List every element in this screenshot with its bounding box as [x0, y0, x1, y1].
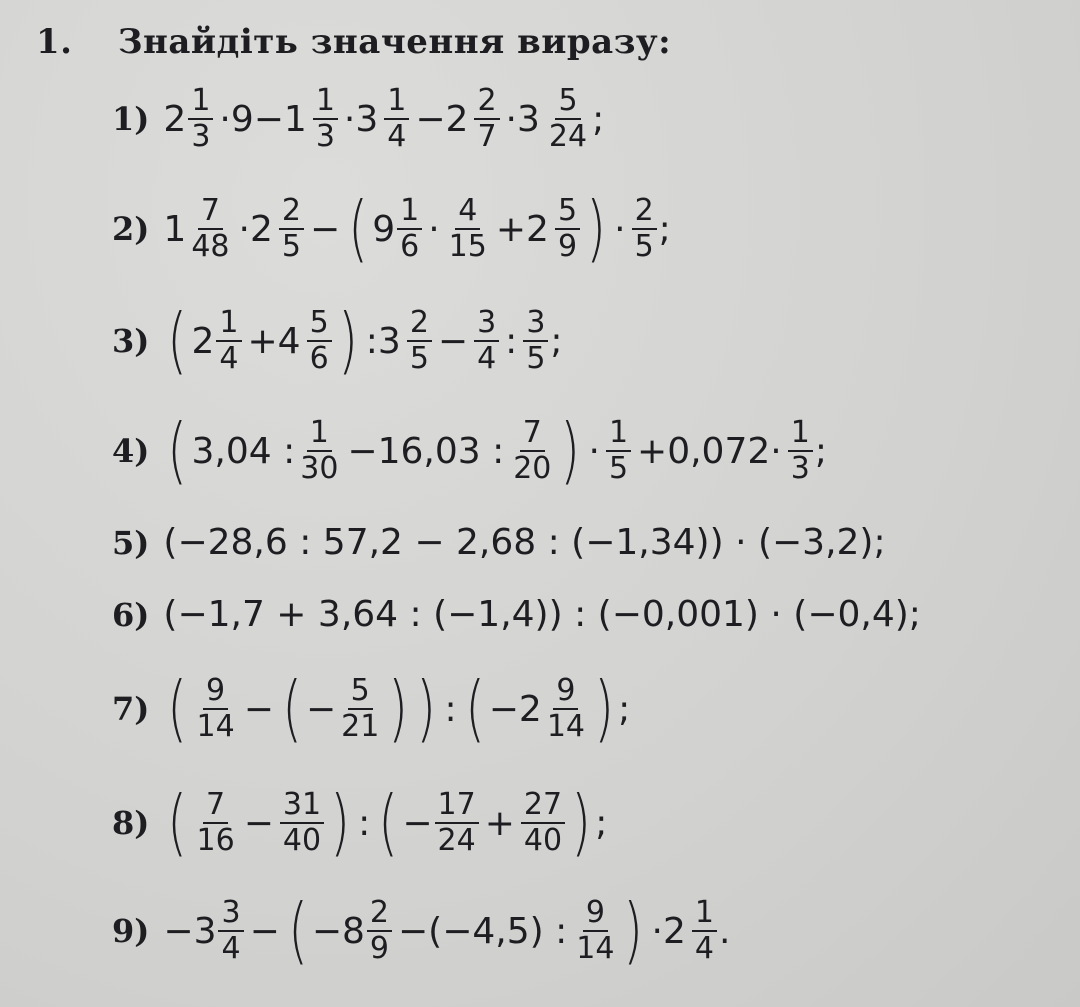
problem-label: 4): [112, 432, 150, 470]
problem-label: 1): [112, 100, 150, 138]
problem-label: 2): [112, 210, 150, 248]
problem-expression: (−1,7 + 3,64 : (−1,4)) : (−0,001) · (−0,4);: [163, 594, 921, 635]
problem-label: 9): [112, 912, 150, 950]
problem-label: 5): [112, 523, 150, 562]
problem-label: 3): [112, 322, 150, 360]
problem-6: [112, 594, 921, 635]
problem-1: 1) 2 $\frac{1}{3}$ ·9−1 $\frac{1}{3}$ ·3 $\frac{1}{4}$ −2 $\frac{2}{7}$ ·3 $\frac{5}{24}$ ;: [112, 83, 605, 154]
exercise-number: 1.: [36, 22, 73, 62]
problem-3: 3) ( 2 $\frac{1}{4}$ +4 $\frac{5}{6}$ ) :3 $\frac{2}{5}$ − $\frac{3}{4}$ : $\frac{3}{5}$ ;: [112, 298, 563, 383]
problem-expression: (−28,6 : 57,2 − 2,68 : (−1,34)) · (−3,2);: [163, 522, 886, 563]
problem-5: [112, 522, 886, 563]
problem-label: 7): [112, 690, 150, 728]
problem-8: 8) ( $\frac{7}{16}$ − $\frac{31}{40}$ ) : ( − $\frac{17}{24}$ + $\frac{27}{40}$ ) ;: [112, 780, 608, 865]
exercise-header: [36, 22, 671, 62]
problem-label: 6): [112, 595, 150, 634]
problem-4: 4) ( 3,04 : $\frac{1}{30}$ −16,03 : $\frac{7}{20}$ ) · $\frac{1}{5}$ +0,072· $\frac{1}{3}$ ;: [112, 408, 827, 493]
problem-7: 7) ( $\frac{9}{14}$ − ( − $\frac{5}{21}$ ) ) : ( −2 $\frac{9}{14}$ ) ;: [112, 666, 631, 751]
problem-label: 8): [112, 804, 150, 842]
problem-9: 9) −3 $\frac{3}{4}$ − ( −8 $\frac{2}{9}$ −(−4,5) : $\frac{9}{14}$ ) ·2 $\frac{1}{4}$ .: [112, 888, 731, 973]
exercise-title: Знайдіть значення виразу:: [118, 22, 672, 62]
problem-2: 2) 1 $\frac{7}{48}$ ·2 $\frac{2}{5}$ − ( 9 $\frac{1}{6}$ · $\frac{4}{15}$ +2 $\frac{5}{9}$ ) · $\frac{2}{5}$ ;: [112, 186, 671, 271]
